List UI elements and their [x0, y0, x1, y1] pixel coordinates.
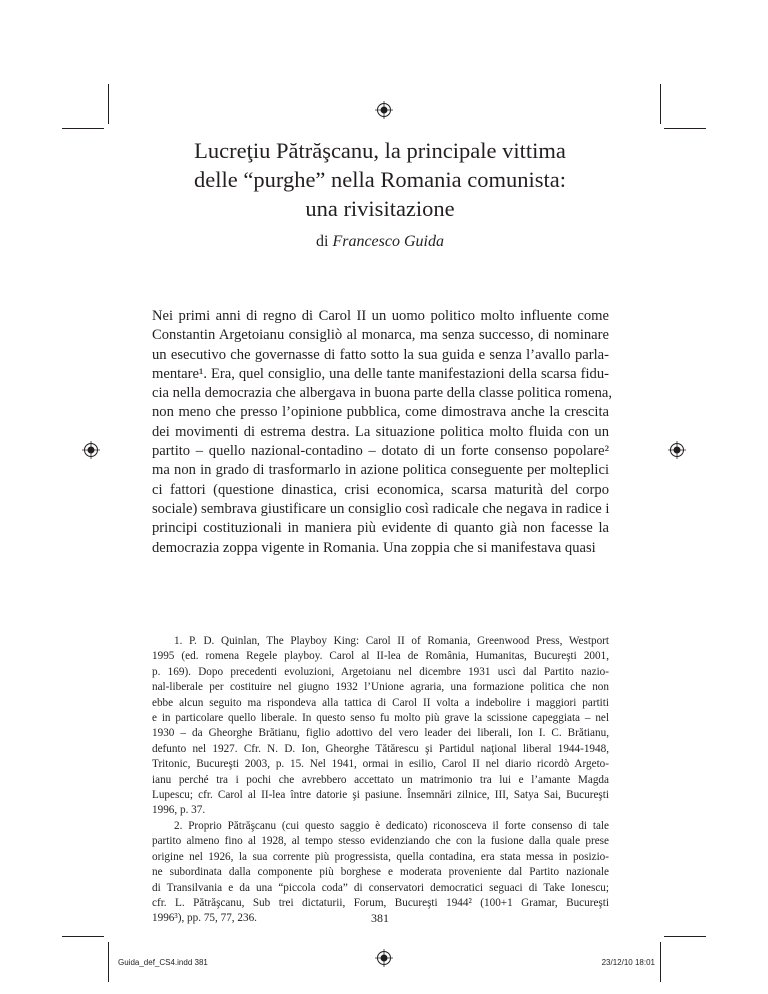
body-line: cia nella democrazia che albergava in buona parte della classe politica romena, — [152, 385, 613, 402]
byline — [150, 232, 610, 252]
slug-filename: Guida_def_CS4.indd 381 — [118, 958, 208, 967]
title-line: delle “purghe” nella Romania comunista: — [194, 167, 566, 192]
author-name: Francesco Guida — [332, 233, 444, 250]
footnote-line: 2. Proprio Pătrăşcanu (cui questo saggio è dedicato) riconosceva il forte consenso di tale — [174, 819, 609, 832]
body-line: principi costituzionali in maniera più evidente di quanto già non facesse la — [152, 520, 609, 537]
footnote-line: ianu perché tra i pochi che avrebbero accettato un matrimonio tra lui e l’amante Magda — [152, 773, 609, 786]
footnote-line: 1995 (ed. romena Regele playboy. Carol al II-lea de România, Humanitas, Bucureşti 2001, — [152, 650, 609, 663]
footnote-line: ebbe alcun seguito ma rispondeva alla tattica di Carol II volta a indebolire i maggiori partiti — [152, 696, 609, 709]
body-line: Constantin Argetoianu consigliò al monarca, ma senza successo, di nominare — [152, 327, 609, 344]
body-line: partito – quello nazional-contadino – dotato di un forte consenso popolare² — [152, 443, 609, 460]
footnote-line: 1996, p. 37. — [152, 804, 206, 817]
body-line: sociale) sembrava giustificare un consiglio così radicale che negava in radice i — [152, 500, 610, 517]
footnote-line: 1930 – da Gheorghe Brătianu, figlio adottivo del vero leader dei liberali, Ion I. C. Brătianu, — [152, 727, 609, 740]
crop-mark-bottom-right-v — [660, 942, 661, 982]
footnote-line: Tritonic, Bucureşti 2003, p. 15. Nel 1941, ormai in esilio, Carol II nel diario ricordò Argeto- — [152, 758, 609, 771]
registration-mark-right-icon — [668, 441, 686, 459]
footnote-line: di Transilvania e da una “piccola coda” di conservatori democratici seguaci di Take Ionescu; — [152, 881, 609, 894]
footnote-line: partito almeno fino al 1928, al tempo stesso evidenziando che con la fusione dalla quale prese — [152, 835, 609, 848]
body-line: ma non in grado di trasformarlo in azione politica conseguente per molteplici — [152, 462, 609, 479]
slug-timestamp: 23/12/10 18:01 — [601, 958, 655, 967]
crop-mark-top-right-h — [664, 128, 706, 129]
footnote-line: 1996³), pp. 75, 77, 236. — [152, 912, 257, 925]
footnotes — [152, 634, 609, 927]
registration-mark-top-icon — [375, 101, 393, 119]
body-line: ci fattori (questione dinastica, crisi economica, scarsa maturità del corpo — [152, 481, 609, 498]
registration-mark-bottom-icon — [375, 949, 393, 967]
crop-mark-top-left-h — [62, 128, 104, 129]
footnote-line: 1. P. D. Quinlan, The Playboy King: Carol II of Romania, Greenwood Press, Westport — [174, 635, 609, 647]
body-paragraph — [152, 307, 613, 558]
crop-mark-top-left-v — [108, 84, 109, 124]
crop-mark-bottom-left-h — [62, 936, 104, 937]
footnote-line: defunto nel 1927. Cfr. N. D. Ion, Gheorghe Tătărescu şi Partidul naţional liberal 1944-1948, — [152, 742, 609, 755]
body-line: un esecutivo che governasse di fatto sotto la sua guida e senza l’avallo parla- — [152, 346, 609, 363]
body-line: non meno che presso l’opinione pubblica, come dimostrava anche la crescita — [152, 404, 609, 421]
byline-prefix: di — [316, 233, 333, 250]
crop-mark-bottom-right-h — [664, 936, 706, 937]
body-line: democrazia zoppa vigente in Romania. Una zoppia che si manifestava quasi — [152, 539, 596, 556]
footnote-line: nal-liberale per costituire nel giugno 1932 l’Unione agraria, una formazione politica che non — [152, 681, 609, 694]
footnote-line: e in particolare quello liberale. In questo senso fu molto più grave la scissione capeggiata – nel — [152, 712, 609, 725]
page-number: 381 — [371, 911, 389, 925]
body-line: mentare¹. Era, quel consiglio, una delle tante manifestazioni della scarsa fidu- — [152, 365, 609, 382]
body-line: dei movimenti di estrema destra. La situazione politica molto fluida con un — [152, 423, 609, 440]
crop-mark-bottom-left-v — [108, 942, 109, 982]
registration-mark-left-icon — [82, 441, 100, 459]
title-line: Lucreţiu Pătrăşcanu, la principale vittima — [194, 138, 566, 163]
crop-mark-top-right-v — [660, 84, 661, 124]
footnote-line: ne subordinata dalla componente più borghese e moderata proveniente dal Partito nazionale — [152, 866, 609, 879]
article-title — [150, 136, 610, 223]
footnote-line: p. 169). Dopo precedenti evoluzioni, Argetoianu nel dicembre 1931 uscì dal Partito nazio- — [152, 665, 609, 678]
footnote-line: cfr. L. Pătrăşcanu, Sub trei dictaturii, Forum, Bucureşti 1944² (100+1 Gramar, Bucureşti — [152, 896, 609, 909]
title-line: una rivisitazione — [305, 196, 455, 221]
footnote-line: Lupescu; cfr. Carol al II-lea între datorie şi pasiune. Însemnări zilnice, III, Satya Sai, Bucureşti — [152, 789, 609, 802]
body-line: Nei primi anni di regno di Carol II un uomo politico molto influente come — [152, 308, 609, 324]
footnote-line: origine nel 1926, la sua corrente più progressista, quella contadina, era stata messa in posizio- — [152, 850, 609, 863]
